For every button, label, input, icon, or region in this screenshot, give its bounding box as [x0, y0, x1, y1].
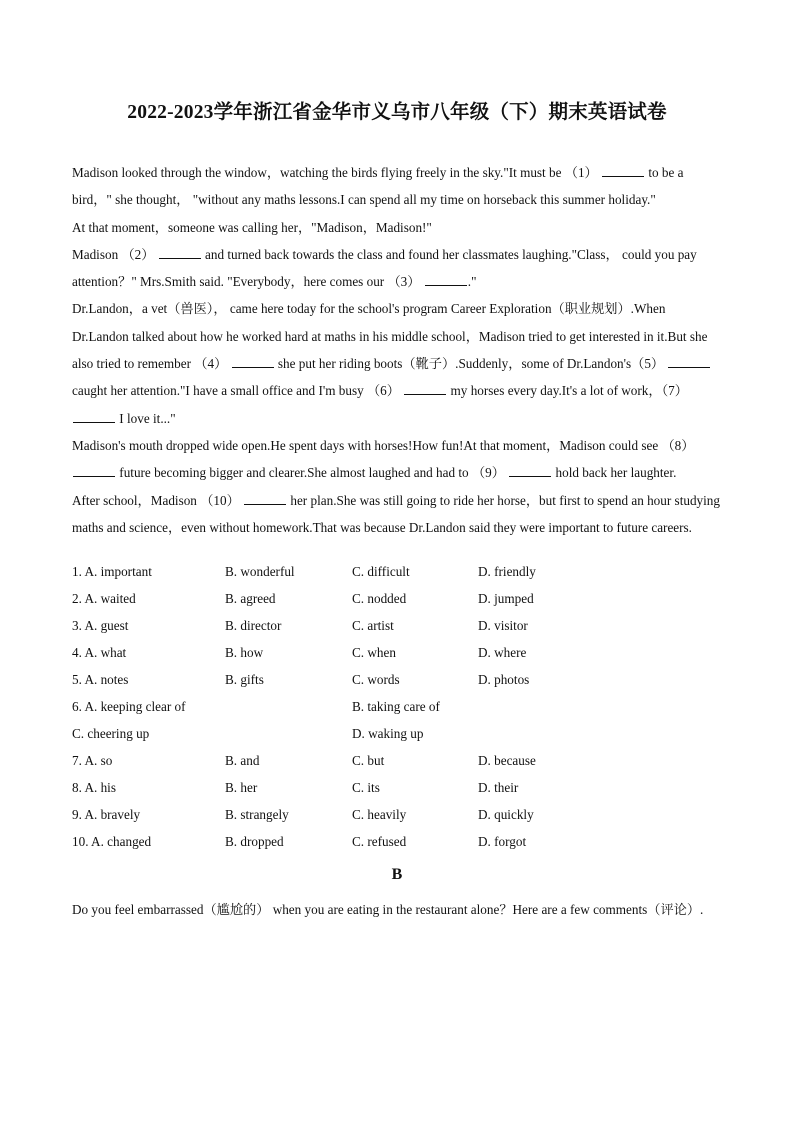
question-row: [72, 834, 722, 861]
answer-blank: [159, 246, 201, 259]
question-row: [72, 753, 722, 780]
question-row: [72, 618, 722, 645]
answer-blank: [668, 355, 710, 368]
passage-paragraph: [72, 487, 722, 542]
section-intro: Do you feel embarrassed（尴尬的） when you are eating in the restaurant alone？Here are a few comments（评论）.: [72, 902, 704, 917]
option-b: B. and: [225, 753, 260, 768]
options-list: [72, 564, 722, 861]
option-d: D. forgot: [478, 834, 527, 849]
option-b: B. director: [225, 618, 282, 633]
passage-paragraph: [72, 295, 722, 431]
answer-blank: [244, 492, 286, 505]
option-a: 6. A. keeping clear of: [72, 699, 186, 714]
passage-text: and turned back towards the class and found her classmates laughing."Class， could you pay attention？" Mrs.Smith said. "Everybody，here comes our （3）: [72, 246, 697, 290]
option-d: D. visitor: [478, 618, 528, 633]
passage-text: caught her attention."I have a small office and I'm busy （6）: [72, 383, 400, 399]
option-b: B. agreed: [225, 591, 276, 606]
question-row: [72, 672, 722, 699]
answer-blank: [425, 273, 467, 286]
option-c: C. difficult: [352, 564, 410, 579]
passage-text: I love it...": [119, 410, 176, 426]
section-heading: B: [391, 866, 403, 883]
option-b: B. how: [225, 645, 264, 660]
question-row-continued: [72, 726, 722, 753]
option-a: 8. A. his: [72, 780, 116, 795]
passage-text: to be a bird，" she thought， "without any maths lessons.I can spend all my time on horseback this summer holiday.": [72, 165, 684, 208]
option-c: C. its: [352, 780, 380, 795]
option-c: C. words: [352, 672, 400, 687]
option-a: 4. A. what: [72, 645, 127, 660]
option-a: 10. A. changed: [72, 834, 152, 849]
option-c: C. artist: [352, 618, 394, 633]
question-row: [72, 591, 722, 618]
option-a: 2. A. waited: [72, 591, 136, 606]
option-b: B. her: [225, 780, 258, 795]
passage-text: Madison's mouth dropped wide open.He spent days with horses!How fun!At that moment，Madison could see （8）: [72, 437, 695, 453]
passage-text: hold back her laughter.: [555, 465, 677, 481]
question-row: [72, 780, 722, 807]
question-row: [72, 645, 722, 672]
passage-paragraph: [72, 432, 722, 487]
passage-text: Madison looked through the window，watching the birds flying freely in the sky."It must be （1）: [72, 165, 598, 180]
passage-paragraph: [72, 159, 722, 214]
answer-blank: [232, 355, 274, 368]
option-b: B. taking care of: [352, 699, 440, 714]
question-row: [72, 807, 722, 834]
question-row: [72, 564, 722, 591]
option-c: C. refused: [352, 834, 407, 849]
option-a: 1. A. important: [72, 564, 152, 579]
passage-text: she put her riding boots（靴子）.Suddenly，some of Dr.Landon's（5）: [277, 356, 665, 372]
option-b: B. wonderful: [225, 564, 295, 579]
option-d: D. photos: [478, 672, 530, 687]
option-d: D. quickly: [478, 807, 534, 822]
passage-text: Dr.Landon，a vet（兽医）， came here today for the school's program Career Exploration（职业规划）.When Dr.Landon talked about how he worked hard at maths in his middle school，Madison tried to get interested in it.But she also tried to remember （4）: [72, 301, 708, 372]
option-d: D. their: [478, 780, 519, 795]
option-d: D. where: [478, 645, 527, 660]
option-b: B. strangely: [225, 807, 289, 822]
answer-blank: [73, 464, 115, 477]
reading-passage: [72, 159, 722, 541]
option-b: B. dropped: [225, 834, 284, 849]
page-title: 2022-2023学年浙江省金华市义乌市八年级（下）期末英语试卷: [127, 102, 667, 123]
option-c: C. when: [352, 645, 396, 660]
passage-text: my horses every day.It's a lot of work，（7）: [450, 383, 688, 399]
option-a: 3. A. guest: [72, 618, 129, 633]
option-d: D. friendly: [478, 564, 536, 579]
answer-blank: [404, 382, 446, 395]
passage-text: future becoming bigger and clearer.She almost laughed and had to （9）: [119, 465, 505, 481]
option-c: C. cheering up: [72, 726, 150, 741]
option-a: 7. A. so: [72, 753, 113, 768]
option-c: C. heavily: [352, 807, 407, 822]
option-c: C. nodded: [352, 591, 407, 606]
passage-text: At that moment，someone was calling her，"Madison，Madison!": [72, 219, 432, 235]
passage-text: her plan.She was still going to ride her horse，but first to spend an hour studying maths and science，even without homework.That was because Dr.Landon said they were important to future careers.: [72, 492, 720, 535]
answer-blank: [602, 164, 644, 177]
option-a: 9. A. bravely: [72, 807, 141, 822]
option-d: D. waking up: [352, 726, 424, 741]
answer-blank: [73, 410, 115, 423]
option-c: C. but: [352, 753, 385, 768]
answer-blank: [509, 464, 551, 477]
question-row: [72, 699, 722, 726]
passage-text: After school，Madison （10）: [72, 492, 240, 508]
option-a: 5. A. notes: [72, 672, 129, 687]
passage-text: Madison （2）: [72, 246, 155, 262]
passage-paragraph: [72, 214, 722, 241]
option-d: D. jumped: [478, 591, 534, 606]
option-b: B. gifts: [225, 672, 264, 687]
passage-paragraph: [72, 241, 722, 296]
passage-text: .": [467, 274, 477, 290]
option-d: D. because: [478, 753, 536, 768]
